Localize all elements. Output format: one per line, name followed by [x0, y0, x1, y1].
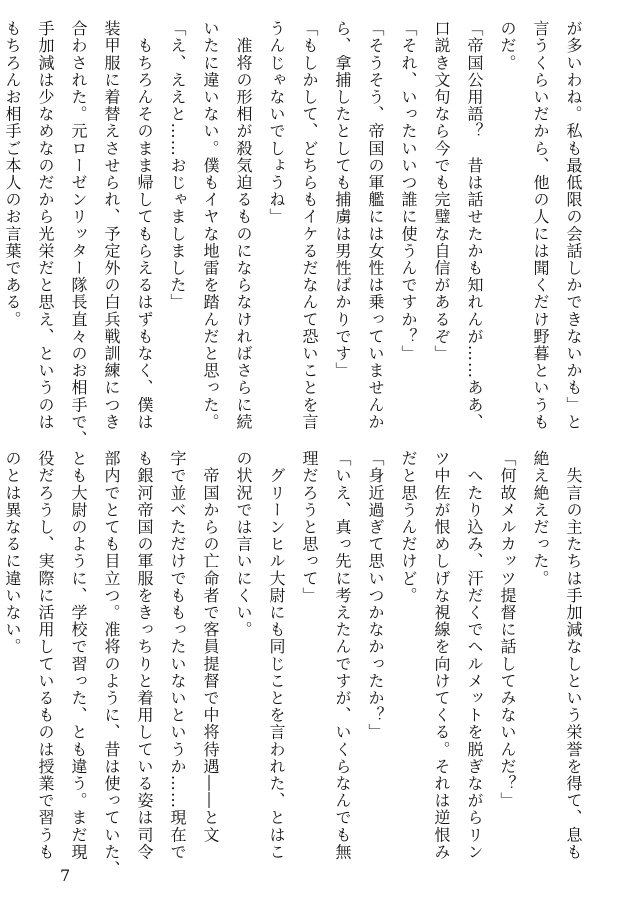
text-line: ツ中佐が恨めしげな視線を向けてくる。それは逆恨み	[432, 450, 451, 861]
text-line: 「それ、いったいいつ誰に使うんですか？」	[399, 20, 418, 362]
text-line: 装甲服に着替えさせられ、予定外の白兵戦訓練につき	[102, 20, 121, 431]
text-line: のとは異なるに違いない。	[3, 450, 22, 656]
text-line: だと思うんだけど。	[399, 450, 418, 604]
text-line: も銀河帝国の軍服をきっちりと着用している姿は司令	[135, 450, 154, 861]
text-line: 帝国からの亡命者で客員提督で中将待遇――と文	[201, 450, 220, 844]
text-line: 「え、ええと……おじゃましました」	[168, 20, 187, 311]
text-block-top	[3, 20, 590, 448]
text-block-bottom	[3, 450, 590, 878]
text-line: うんじゃないでしょうね」	[267, 20, 286, 226]
text-line: 「帝国公用語？ 昔は話せたかも知れんが……ああ、	[465, 20, 484, 431]
text-line: いたに違いない。僕もイヤな地雷を踏んだと思った。	[201, 20, 220, 431]
text-line: 「もしかして、どちらもイケるだなんて恐いことを言	[300, 20, 319, 431]
text-line: 「そうそう、帝国の軍艦には女性は乗っていませんか	[366, 20, 385, 431]
text-line: 「何故メルカッツ提督に話してみないんだ？」	[498, 450, 517, 810]
text-line: もちろんそのまま帰してもらえるはずもなく、僕は	[135, 20, 154, 431]
text-line: 言うくらいだから、他の人には聞くだけ野暮というも	[531, 20, 550, 431]
text-line: のだ。	[498, 20, 517, 72]
text-line: 理だろうと思って」	[300, 450, 319, 604]
text-line: 部内でとても目立つ。准将のように、昔は使っていた、	[102, 450, 121, 878]
text-line: 手加減は少なめなのだから光栄だと思え、というのは	[36, 20, 55, 431]
text-line: 「身近過ぎて思いつかなかったか？」	[366, 450, 385, 741]
text-line: 役だろうし、実際に活用しているものは授業で習うも	[36, 450, 55, 861]
text-line: とも大尉のように、学校で習った、とも違う。まだ現	[69, 450, 88, 861]
text-line: ら、拿捕したとしても捕虜は男性ばかりです」	[333, 20, 352, 380]
text-line: 合わされた。元ローゼンリッター隊長直々のお相手で、	[69, 20, 88, 448]
text-line: 絶え絶えだった。	[531, 450, 550, 587]
text-line: 口説き文句なら今でも完璧な自信があるぞ」	[432, 20, 451, 362]
text-line: グリーンヒル大尉にも同じことを言われた、とはこ	[267, 450, 286, 861]
text-line: 字で並べただけでももったいないというか……現在で	[168, 450, 187, 861]
page-number: 7	[60, 866, 71, 885]
text-line: 「いえ、真っ先に考えたんですが、いくらなんでも無	[333, 450, 352, 861]
text-line: 失言の主たちは手加減なしという栄誉を得て、息も	[564, 450, 583, 861]
text-line: が多いわね。私も最低限の会話しかできないかも」と	[564, 20, 583, 431]
text-line: 准将の形相が殺気迫るものにならなければさらに続	[234, 20, 253, 431]
text-line: もちろんお相手ご本人のお言葉である。	[3, 20, 22, 328]
text-line: へたり込み、汗だくでヘルメットを脱ぎながらリン	[465, 450, 484, 861]
text-line: の状況では言いにくい。	[234, 450, 253, 639]
